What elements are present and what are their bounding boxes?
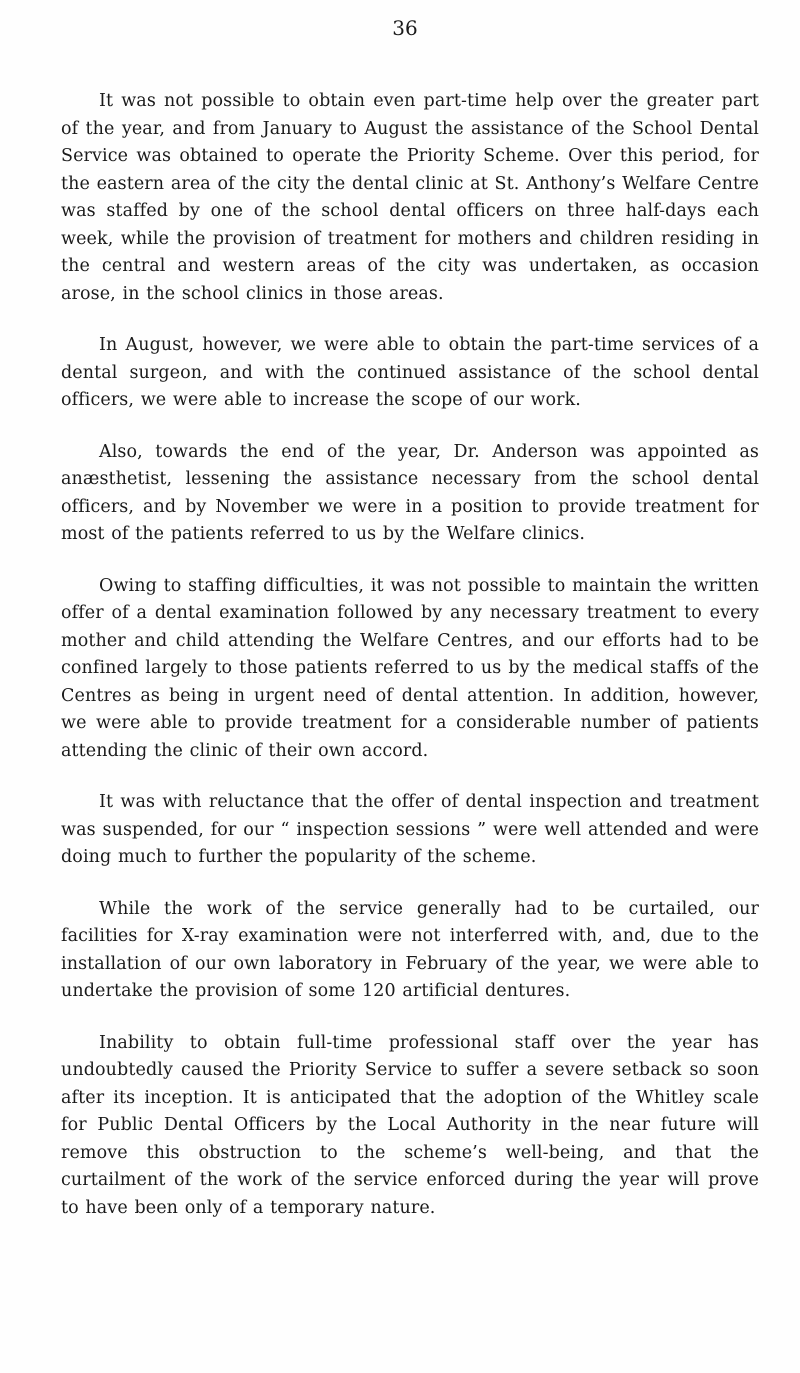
paragraph-inspection-suspended: It was with reluctance that the offer of dental inspection and treatment was suspended, for our “ inspection sessions ” were well attended and were doing much to further the popularity of the scheme. <box>61 792 759 867</box>
body-text <box>61 88 759 1246</box>
paragraph-august-services: In August, however, we were able to obtain the part-time services of a dental surgeon, and with the continued assistance of the school dental officers, we were able to increase the scope of our work. <box>61 335 759 410</box>
paragraph-anaesthetist: Also, towards the end of the year, Dr. Anderson was appointed as anæsthetist, lessening the assistance necessary from the school dental officers, and by November we were in a position to provide treatment for most of the patients referred to us by the Welfare clinics. <box>61 441 759 544</box>
paragraph-staffing-difficulties: Owing to staffing difficulties, it was not possible to maintain the written offer of a dental examination followed by any necessary treatment to every mother and child attending the Welfare Centres, and our efforts had to be confined largely to those patients referred to us by the medical staffs of the Centres as being in urgent need of dental attention. In addition, however, we were able to provide treatment for a considerable number of patients attending the clinic of their own accord. <box>61 575 759 761</box>
paragraph-xray-dentures: While the work of the service generally had to be curtailed, our facilities for X-ray examination were not interferred with, and, due to the installation of our own laboratory in February of the year, we were able to undertake the provision of some 120 artificial dentures. <box>61 898 759 1001</box>
paragraph-priority-scheme: It was not possible to obtain even part-time help over the greater part of the year, and from January to August the assistance of the School Dental Service was obtained to operate the Priority Scheme. Over this period, for the eastern area of the city the dental clinic at St. Anthony’s Welfare Centre was staffed by one of the school dental officers on three half-days each week, while the provision of treatment for mothers and children residing in the central and western areas of the city was undertaken, as occasion arose, in the school clinics in those areas. <box>61 91 759 304</box>
page-number: 36 <box>392 16 418 40</box>
paragraph-staff-inability: Inability to obtain full-time professional staff over the year has undoubtedly caused the Priority Service to suffer a severe setback so soon after its inception. It is anticipated that the adoption of the Whitley scale for Public Dental Officers by the Local Authority in the near future will remove this obstruction to the scheme’s well-being, and that the curtailment of the work of the service enforced during the year will prove to have been only of a temporary nature. <box>61 1032 759 1218</box>
